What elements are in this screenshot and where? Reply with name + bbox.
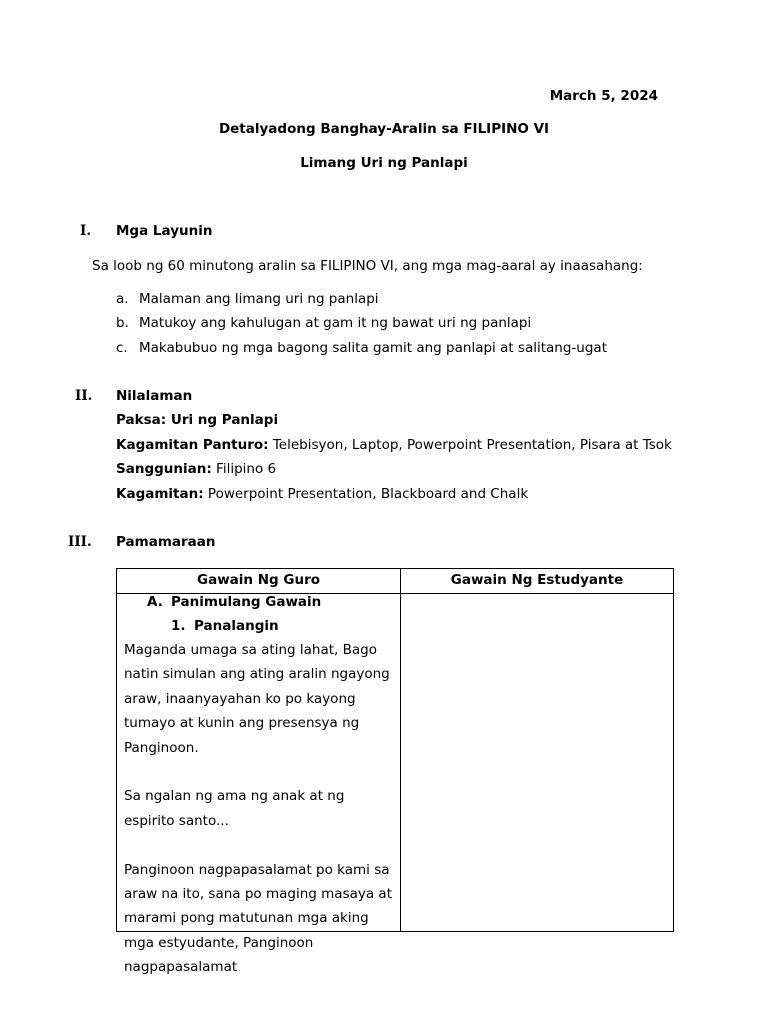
item-1-heading: Panalangin — [194, 618, 279, 634]
table-header-guro: Gawain Ng Guro — [197, 572, 320, 588]
paksa-line: Paksa: Uri ng Panlapi — [116, 412, 279, 428]
section-2-heading: Nilalaman — [116, 388, 193, 404]
paragraph: Panginoon nagpapasalamat po kami sa araw na ito, sana po maging masaya at marami pong matutunan mga aking mga estyudante, Panginoon nagpapasalamat — [124, 861, 392, 976]
section-2-numeral: II. — [75, 388, 93, 404]
kagamitan-panturo-label: Kagamitan Panturo: — [116, 437, 269, 453]
prayer-text — [124, 638, 396, 980]
item-1-number: 1. — [171, 618, 186, 634]
kagamitan-value: Powerpoint Presentation, Blackboard and Chalk — [203, 486, 529, 502]
section-3-numeral: III. — [68, 534, 92, 550]
table-column-divider — [400, 569, 401, 931]
objective-text: Matukoy ang kahulugan at gam it ng bawat uri ng panlapi — [139, 315, 532, 331]
objective-text: Makabubuo ng mga bagong salita gamit ang panlapi at salitang-ugat — [139, 340, 607, 356]
objective-item — [116, 340, 607, 356]
date: March 5, 2024 — [549, 88, 658, 104]
paragraph: Maganda umaga sa ating lahat, Bago natin simulan ang ating aralin ngayong araw, inaanyayahan ko po kayong tumayo at kunin ang presensya ng Panginoon. — [124, 642, 390, 756]
objective-item — [116, 315, 532, 331]
table-header-estudyante: Gawain Ng Estudyante — [450, 572, 624, 588]
objective-item — [116, 291, 379, 307]
section-1-numeral: I. — [80, 223, 92, 239]
activities-table — [116, 568, 674, 976]
section-3-heading: Pamamaraan — [116, 534, 216, 550]
objective-letter: c. — [116, 340, 128, 356]
document-title: Detalyadong Banghay-Aralin sa FILIPINO VI — [218, 121, 550, 137]
objective-letter: b. — [116, 315, 129, 331]
document-subtitle: Limang Uri ng Panlapi — [300, 155, 468, 171]
kagamitan-panturo-value: Telebisyon, Laptop, Powerpoint Presentation, Pisara at Tsok — [268, 437, 672, 453]
kagamitan-panturo-line — [116, 437, 672, 453]
sanggunian-value: Filipino 6 — [211, 461, 277, 477]
kagamitan-label: Kagamitan: — [116, 486, 204, 502]
objectives-intro: Sa loob ng 60 minutong aralin sa FILIPINO VI, ang mga mag-aaral ay inaasahang: — [92, 258, 643, 274]
section-1-heading: Mga Layunin — [116, 223, 213, 239]
objective-letter: a. — [116, 291, 129, 307]
sanggunian-label: Sanggunian: — [116, 461, 212, 477]
subsection-a-letter: A. — [147, 594, 163, 610]
paragraph: Sa ngalan ng ama ng anak at ng espirito santo... — [124, 788, 345, 829]
subsection-a-heading: Panimulang Gawain — [171, 594, 322, 610]
kagamitan-line — [116, 486, 528, 502]
sanggunian-line — [116, 461, 276, 477]
objective-text: Malaman ang limang uri ng panlapi — [139, 291, 379, 307]
